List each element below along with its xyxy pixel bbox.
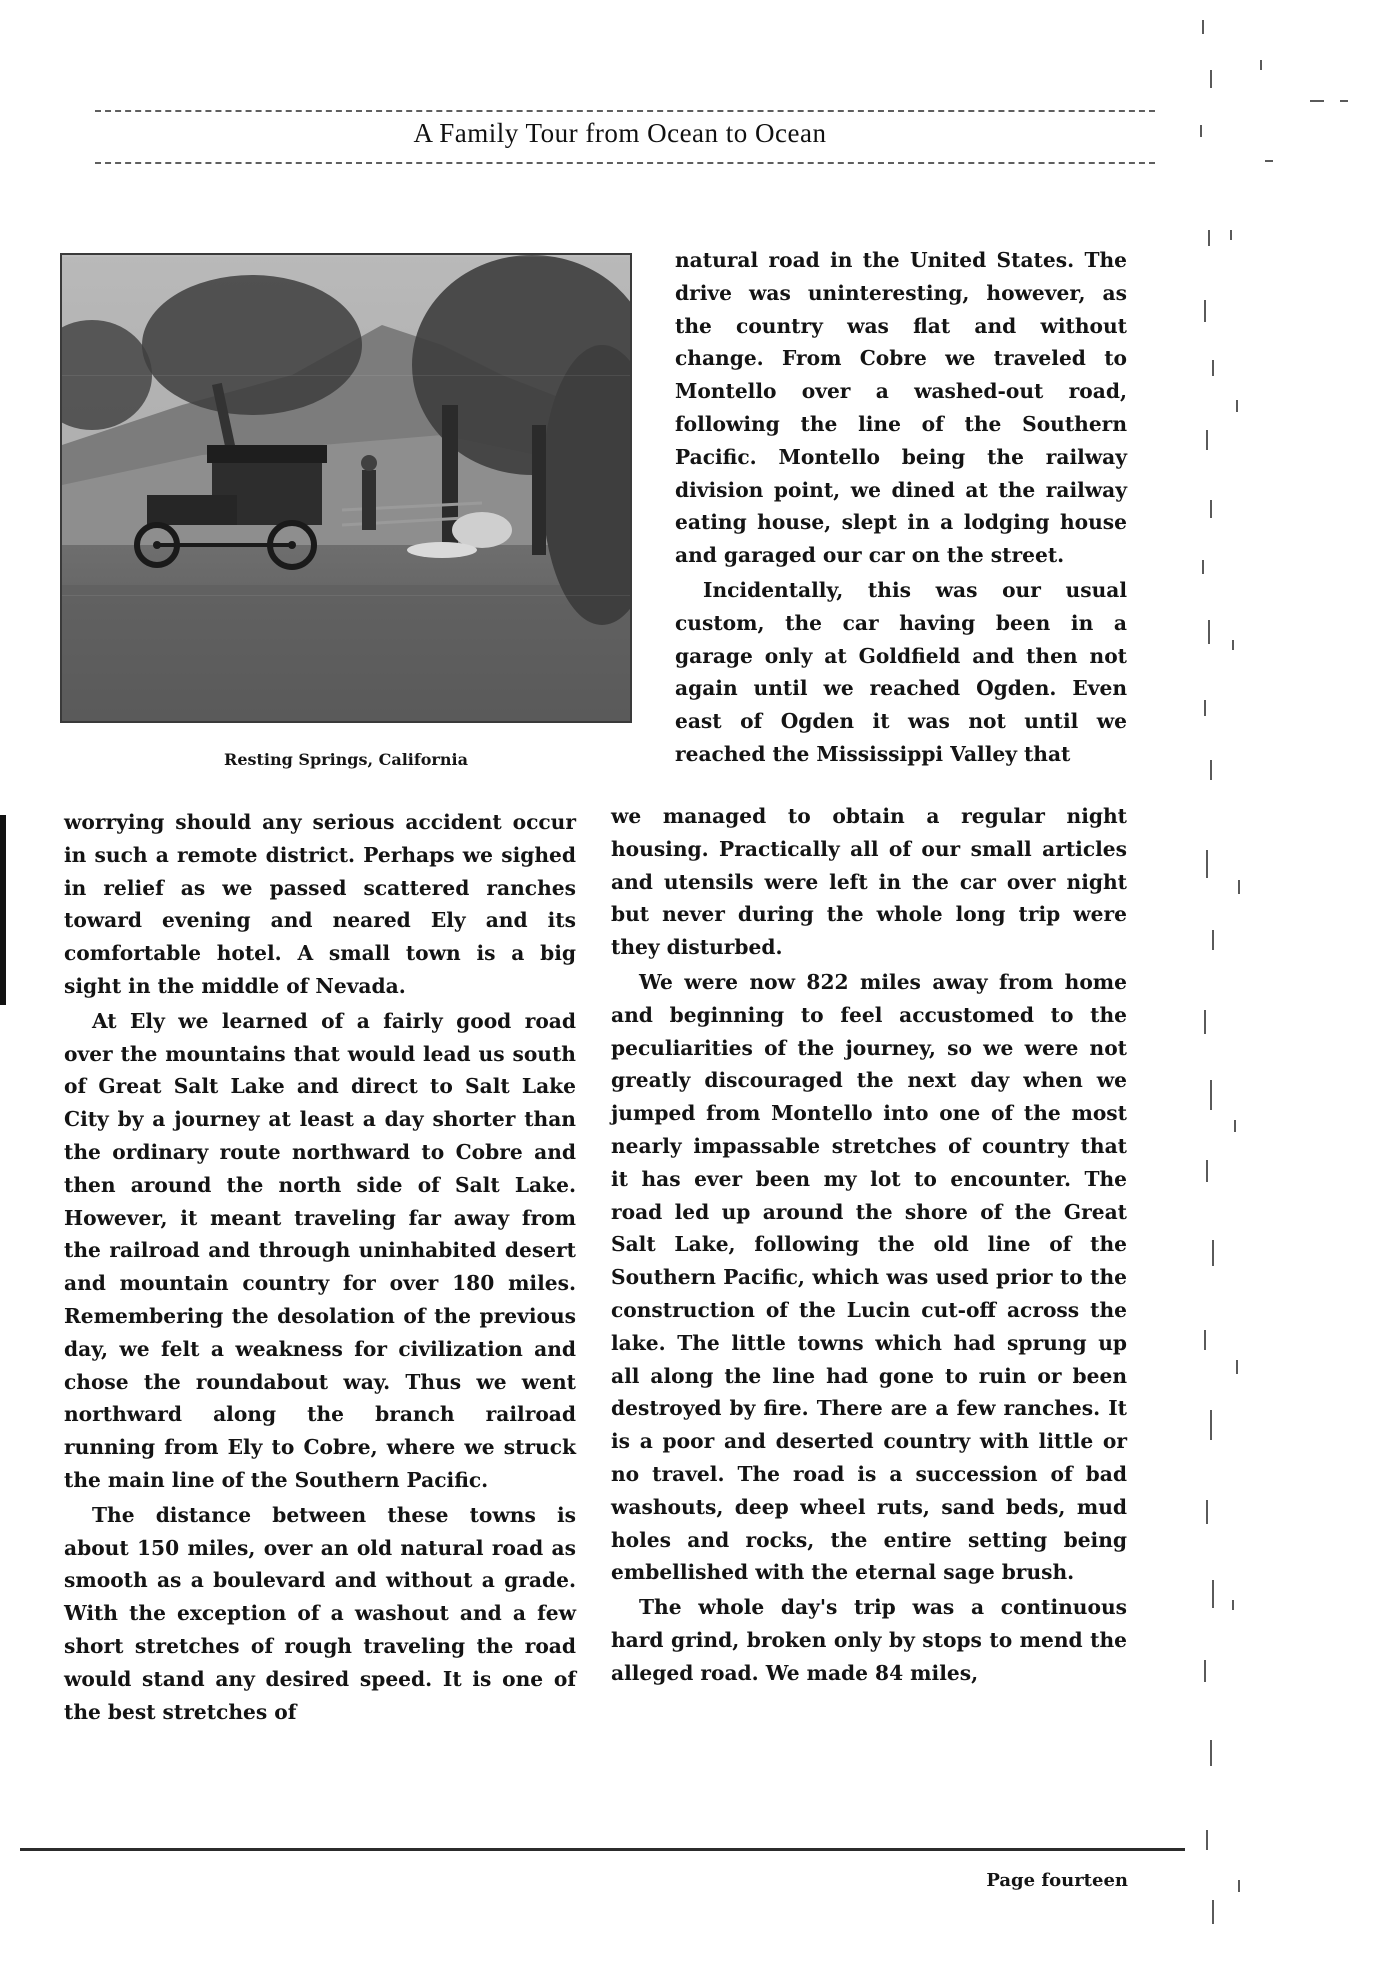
paragraph: natural road in the United States. The drive was uninteresting, however, as the country was flat and without change. From Cobre we traveled to Montello over a washed-out road, following the line of the Southern Pacific. Montello being the railway division point, we dined at the railway eating house, slept in a lodging house and garaged our car on the street. — [675, 248, 1127, 568]
photograph-resting-springs — [60, 253, 632, 723]
header-rule-bottom — [95, 162, 1155, 164]
page-number: Page fourteen — [986, 1870, 1128, 1891]
scan-edge-mark — [0, 815, 6, 1005]
running-head: A Family Tour from Ocean to Ocean — [413, 118, 827, 148]
photo-caption: Resting Springs, California — [224, 750, 468, 769]
footer-rule — [20, 1848, 1185, 1851]
photograph-image — [62, 255, 630, 721]
left-column — [64, 806, 576, 1728]
right-column-top — [675, 244, 1127, 771]
paragraph: The whole day's trip was a continuous hard grind, broken only by stops to mend the alleged road. We made 84 miles, — [611, 1595, 1127, 1685]
paragraph: worrying should any serious accident occur in such a remote district. Perhaps we sighed in relief as we passed scattered ranches toward evening and neared Ely and its comfortable hotel. A small town is a big sight in the middle of Nevada. — [64, 810, 576, 998]
paragraph: The distance between these towns is about 150 miles, over an old natural road as smooth as a boulevard and without a grade. With the exception of a washout and a few short stretches of rough traveling the road would stand any desired speed. It is one of the best stretches of — [64, 1502, 576, 1724]
paragraph: At Ely we learned of a fairly good road over the mountains that would lead us south of Great Salt Lake and direct to Salt Lake City by a journey at least a day shorter than the ordinary route northward to Cobre and then around the north side of Salt Lake. However, it meant traveling far away from the railroad and through uninhabited desert and mountain country for over 180 miles. Remembering the desolation of the previous day, we felt a weakness for civilization and chose the roundabout way. Thus we went northward along the branch railroad running from Ely to Cobre, where we struck the main line of the Southern Pacific. — [64, 1008, 576, 1492]
paragraph: We were now 822 miles away from home and beginning to feel accustomed to the peculiarities of the journey, so we were not greatly discouraged the next day when we jumped from Montello into one of the most nearly impassable stretches of country that it has ever been my lot to encounter. The road led up around the shore of the Great Salt Lake, following the old line of the Southern Pacific, which was used prior to the construction of the Lucin cut-off across the lake. The little towns which had sprung up all along the line had gone to ruin or been destroyed by fire. There are a few ranches. It is a poor and deserted country with little or no travel. The road is a succession of bad washouts, deep wheel ruts, sand beds, mud holes and rocks, the entire setting being embellished with the eternal sage brush. — [611, 969, 1127, 1585]
paragraph: Incidentally, this was our usual custom, the car having been in a garage only at Goldfield and then not again until we reached Ogden. Even east of Ogden it was not until we reached the Mississippi Valley that — [675, 577, 1127, 766]
paragraph: we managed to obtain a regular night housing. Practically all of our small articles and utensils were left in the car over night but never during the whole long trip were they disturbed. — [611, 804, 1127, 960]
scan-margin-artifacts — [1190, 0, 1378, 1968]
right-column-bottom — [611, 800, 1127, 1690]
header-rule-top — [95, 110, 1155, 112]
